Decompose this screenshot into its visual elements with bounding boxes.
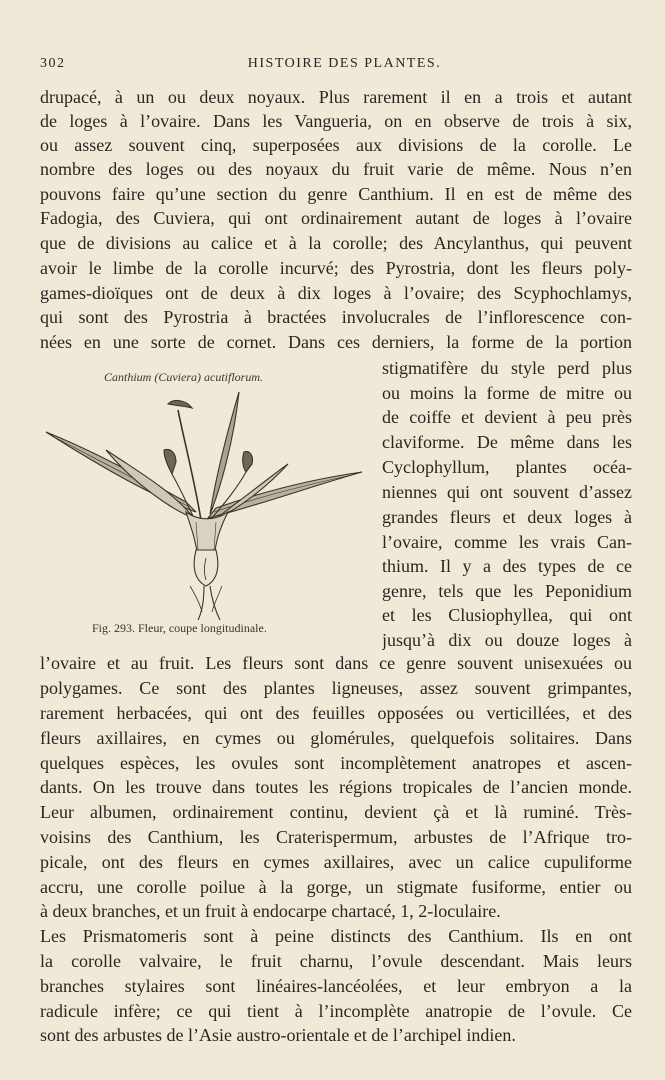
figure-caption: Fig. 293. Fleur, coupe longitudinale.	[92, 621, 267, 635]
text-line: pouvons faire qu’une section du genre Canthium. Il en est de même des	[40, 184, 632, 204]
text-line: dants. On les trouve dans toutes les régions tropicales de l’ancien monde.	[40, 777, 632, 797]
text-line: voisins des Canthium, les Craterispermum, arbustes de l’Afrique tro-	[40, 827, 632, 847]
text-line: l’ovaire et au fruit. Les fleurs sont dans ce genre souvent unisexuées ou	[40, 653, 632, 673]
text-line: Leur albumen, ordinairement continu, devient çà et là ruminé. Très-	[40, 802, 632, 822]
text-line: picale, ont des fleurs en cymes axillaires, avec un calice cupuliforme	[40, 852, 632, 872]
text-line: branches stylaires sont linéaires-lancéolées, et leur embryon a la	[40, 976, 632, 996]
text-line: radicule infère; ce qui tient à l’incomplète anatropie de l’ovule. Ce	[40, 1001, 632, 1021]
text-line: rarement herbacées, qui ont des feuilles opposées ou verticillées, et des	[40, 703, 632, 723]
text-line: nées en une sorte de cornet. Dans ces derniers, la forme de la portion	[40, 332, 632, 352]
text-line: fleurs axillaires, en cymes ou glomérules, quelquefois solitaires. Dans	[40, 728, 632, 748]
text-line: Fadogia, des Cuviera, qui ont ordinairement autant de loges à l’ovaire	[40, 208, 632, 228]
text-line: de loges à l’ovaire. Dans les Vangueria, on en observe de trois à six,	[40, 111, 632, 131]
text-line: drupacé, à un ou deux noyaux. Plus rarement il en a trois et autant	[40, 87, 632, 107]
text-line: à deux branches, et un fruit à endocarpe chartacé, 1, 2-loculaire.	[40, 901, 501, 921]
text-line: avoir le limbe de la corolle incurvé; des Pyrostria, dont les fleurs poly-	[40, 258, 632, 278]
text-line: de coiffe et devient à peu près	[382, 407, 632, 427]
text-line: stigmatifère du style perd plus	[382, 358, 632, 378]
text-line: sont des arbustes de l’Asie austro-orientale et de l’archipel indien.	[40, 1025, 516, 1045]
text-line: jusqu’à dix ou douze loges à	[382, 630, 632, 650]
page-number: 302	[40, 56, 66, 71]
text-line: et les Clusiophyllea, qui ont	[382, 605, 632, 625]
text-line: ou moins la forme de mitre ou	[382, 383, 632, 403]
text-line: polygames. Ce sont des plantes ligneuses, assez souvent grimpantes,	[40, 678, 632, 698]
text-line: quelques espèces, les ovules sont incomplètement anatropes et ascen-	[40, 753, 632, 773]
text-line: qui sont des Pyrostria à bractées involucrales de l’inflorescence con-	[40, 307, 632, 327]
text-line: grandes fleurs et deux loges à	[382, 507, 632, 527]
text-line: genre, tels que les Peponidium	[382, 581, 632, 601]
text-line: niennes qui ont souvent d’assez	[382, 482, 632, 502]
text-line: accru, une corolle poilue à la gorge, un stigmate fusiforme, entier ou	[40, 877, 632, 897]
text-line: thium. Il y a des types de ce	[382, 556, 632, 576]
text-line: Les Prismatomeris sont à peine distincts des Canthium. Ils en ont	[40, 926, 632, 946]
running-title: HISTOIRE DES PLANTES.	[247, 56, 442, 71]
figure-title: Canthium (Cuviera) acutiflorum.	[104, 370, 263, 384]
page-header	[40, 56, 629, 78]
text-line: la corolle valvaire, le fruit charnu, l’ovule descendant. Mais leurs	[40, 951, 632, 971]
text-line: que de divisions au calice et à la corolle; des Ancylanthus, qui peuvent	[40, 233, 632, 253]
figure-293	[36, 362, 371, 642]
text-line: ou assez souvent cinq, superposées aux divisions de la corolle. Le	[40, 135, 632, 155]
flower-section-illustration	[36, 390, 371, 620]
text-line: nombre des loges ou des noyaux du fruit varie de même. Nous n’en	[40, 159, 632, 179]
text-line: l’ovaire, comme les vrais Can-	[382, 532, 632, 552]
text-line: claviforme. De même dans les	[382, 432, 632, 452]
text-line: games-dioïques ont de deux à dix loges à l’ovaire; des Scyphochlamys,	[40, 283, 632, 303]
text-line: Cyclophyllum, plantes océa-	[382, 457, 632, 477]
